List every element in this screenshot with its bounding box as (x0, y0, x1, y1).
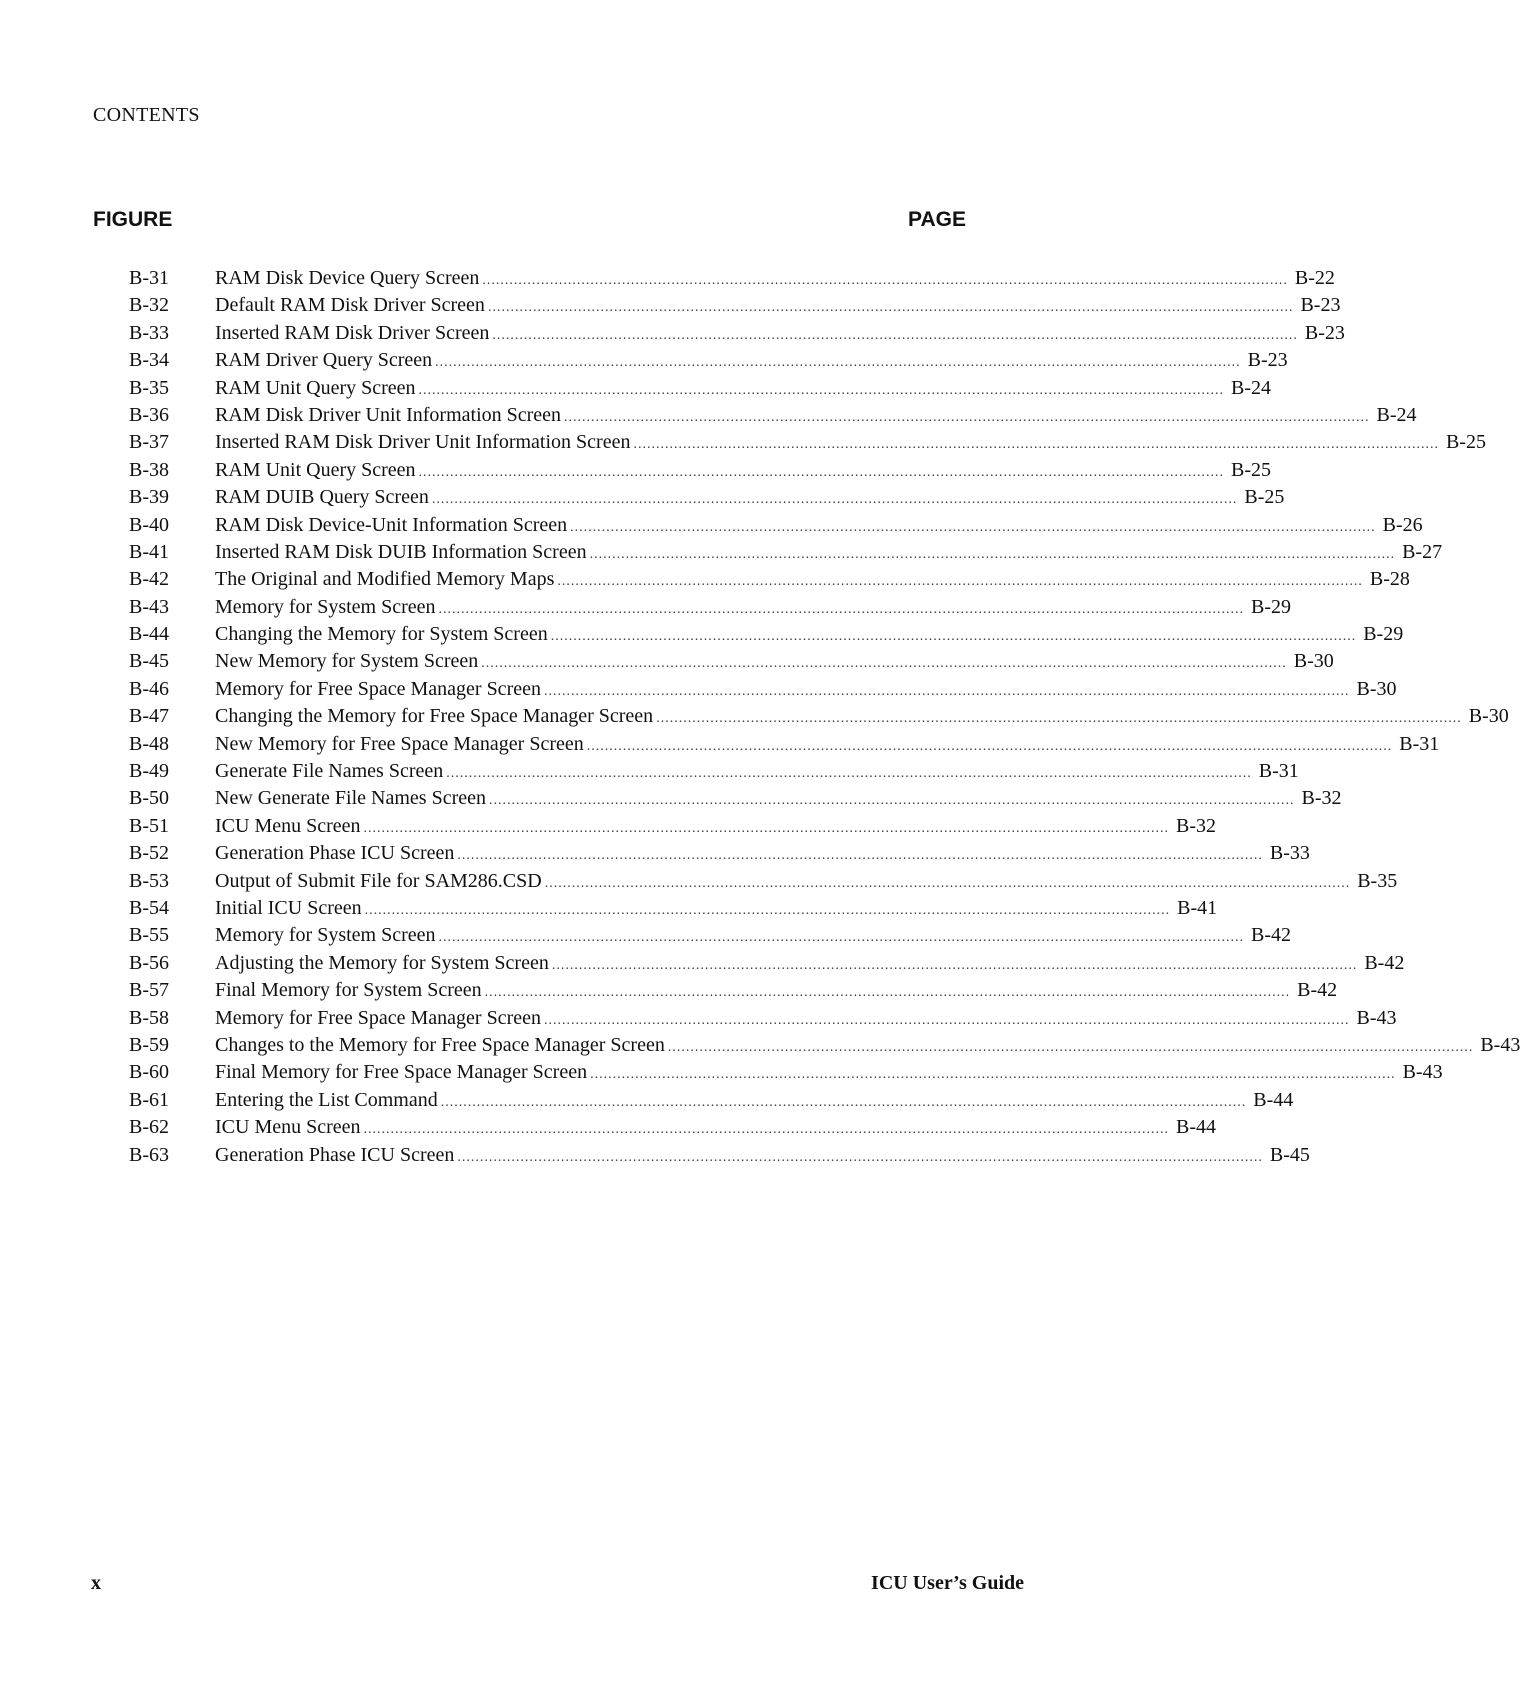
figure-number: B-31 (129, 267, 169, 289)
toc-entry[interactable] (129, 896, 1218, 924)
figure-title: ICU Menu Screen (215, 1116, 361, 1139)
figure-number: B-54 (129, 896, 169, 919)
figure-title: RAM Unit Query Screen (215, 376, 416, 399)
toc-entry[interactable] (129, 1088, 1294, 1116)
dot-leader (419, 465, 1225, 481)
page-reference: B-30 (1468, 705, 1509, 728)
figure-number: B-40 (129, 513, 169, 536)
dot-leader (656, 711, 1462, 727)
page-reference: B-45 (1269, 1143, 1310, 1166)
page-reference: B-32 (1301, 787, 1342, 810)
toc-entry[interactable] (129, 321, 1345, 349)
figure-title: Entering the List Command (215, 1088, 438, 1111)
page-reference: B-31 (1258, 760, 1299, 783)
figure-title: Memory for Free Space Manager Screen (215, 1006, 541, 1029)
page-reference: B-27 (1402, 540, 1443, 563)
page-reference: B-29 (1363, 623, 1404, 646)
dot-leader (441, 1095, 1247, 1111)
dot-leader (446, 766, 1252, 782)
figure-number: B-45 (129, 650, 169, 673)
toc-entry[interactable] (129, 1006, 1397, 1034)
toc-entry[interactable] (129, 486, 1285, 513)
dot-leader (432, 492, 1238, 508)
figure-title: Final Memory for System Screen (215, 979, 482, 1002)
figure-title: RAM Driver Query Screen (215, 349, 433, 372)
page-reference: B-32 (1176, 814, 1217, 837)
figure-number: B-37 (129, 431, 169, 454)
page-reference: B-25 (1244, 486, 1285, 509)
figure-number: B-58 (129, 1006, 169, 1029)
dot-leader (668, 1040, 1474, 1056)
dot-leader (439, 602, 1245, 618)
figure-number: B-63 (129, 1143, 169, 1166)
toc-entry[interactable] (129, 869, 1398, 897)
figure-number: B-53 (129, 869, 169, 892)
page-reference: B-44 (1253, 1088, 1294, 1111)
toc-entry[interactable] (129, 568, 1410, 595)
figure-title: ICU Menu Screen (215, 814, 361, 837)
dot-leader (488, 300, 1294, 316)
figure-title: Final Memory for Free Space Manager Screen (215, 1061, 588, 1084)
figure-title: Changing the Memory for Free Space Manager Screen (215, 705, 654, 728)
page-reference: B-23 (1300, 294, 1341, 317)
toc-entry[interactable] (129, 924, 1292, 951)
toc-entry[interactable] (129, 267, 1335, 294)
dot-leader (457, 1150, 1263, 1166)
page-reference: B-43 (1356, 1006, 1397, 1029)
figure-number: B-44 (129, 623, 169, 646)
toc-entry[interactable] (129, 677, 1397, 705)
toc-entry[interactable] (129, 979, 1338, 1006)
page-reference: B-42 (1297, 979, 1338, 1002)
figure-title: Inserted RAM Disk Driver Unit Information Screen (215, 431, 631, 454)
figure-number: B-48 (129, 732, 169, 755)
figure-column-heading: FIGURE (93, 208, 173, 231)
toc-entry[interactable] (129, 349, 1288, 376)
figure-title: Generate File Names Screen (215, 760, 444, 783)
toc-entry[interactable] (129, 951, 1405, 979)
dot-leader (482, 273, 1288, 289)
toc-entry[interactable] (129, 1061, 1443, 1088)
book-title: ICU User’s Guide (871, 1572, 1024, 1594)
page-reference: B-41 (1177, 896, 1218, 919)
toc-entry[interactable] (129, 403, 1417, 431)
toc-entry[interactable] (129, 376, 1272, 404)
dot-leader (365, 903, 1171, 919)
figure-number: B-59 (129, 1033, 169, 1056)
toc-entry[interactable] (129, 1033, 1520, 1061)
dot-leader (570, 520, 1376, 536)
toc-entry[interactable] (129, 1143, 1310, 1171)
page-reference: B-30 (1293, 650, 1334, 673)
figure-number: B-42 (129, 568, 169, 591)
page-reference: B-24 (1231, 376, 1272, 399)
figure-number: B-41 (129, 540, 169, 563)
page-reference: B-28 (1369, 568, 1410, 591)
dot-leader (435, 355, 1241, 371)
running-head: CONTENTS (93, 104, 200, 126)
page-reference: B-25 (1231, 458, 1272, 481)
dot-leader (633, 437, 1439, 453)
page-reference: B-42 (1251, 924, 1292, 947)
dot-leader (419, 383, 1225, 399)
figure-list (129, 267, 1520, 1171)
figure-title: New Memory for System Screen (215, 650, 479, 673)
toc-entry[interactable] (129, 513, 1423, 541)
figure-title: New Memory for Free Space Manager Screen (215, 732, 584, 755)
dot-leader (485, 985, 1291, 1001)
toc-entry[interactable] (129, 814, 1217, 842)
toc-entry[interactable] (129, 1116, 1217, 1143)
figure-number: B-52 (129, 842, 169, 865)
page-reference: B-33 (1269, 842, 1310, 865)
figure-number: B-51 (129, 814, 169, 837)
page-reference: B-43 (1402, 1061, 1443, 1084)
page-reference: B-22 (1294, 267, 1335, 289)
figure-number: B-60 (129, 1061, 169, 1084)
toc-entry[interactable] (129, 458, 1272, 486)
dot-leader (544, 684, 1350, 700)
figure-number: B-33 (129, 321, 169, 344)
figure-title: RAM Disk Driver Unit Information Screen (215, 403, 562, 426)
page-reference: B-35 (1357, 869, 1398, 892)
page-reference: B-42 (1364, 951, 1405, 974)
page-reference: B-26 (1382, 513, 1423, 536)
figure-number: B-36 (129, 403, 169, 426)
figure-number: B-47 (129, 705, 169, 728)
figure-title: New Generate File Names Screen (215, 787, 486, 810)
figure-number: B-56 (129, 951, 169, 974)
figure-title: RAM Disk Device Query Screen (215, 267, 480, 289)
dot-leader (492, 328, 1298, 344)
dot-leader (457, 848, 1263, 864)
figure-title: Memory for System Screen (215, 595, 436, 618)
page-reference: B-44 (1176, 1116, 1217, 1139)
figure-title: Initial ICU Screen (215, 896, 362, 919)
figure-title: RAM DUIB Query Screen (215, 486, 429, 509)
toc-entry[interactable] (129, 650, 1334, 677)
page-reference: B-31 (1399, 732, 1440, 755)
figure-title: Default RAM Disk Driver Screen (215, 294, 485, 317)
figure-title: Memory for System Screen (215, 924, 436, 947)
figure-number: B-49 (129, 760, 169, 783)
toc-entry[interactable] (129, 760, 1299, 787)
figure-title: RAM Disk Device-Unit Information Screen (215, 513, 568, 536)
figure-number: B-57 (129, 979, 169, 1002)
figure-number: B-39 (129, 486, 169, 509)
dot-leader (557, 574, 1363, 590)
dot-leader (564, 410, 1370, 426)
figure-number: B-32 (129, 294, 169, 317)
figure-number: B-61 (129, 1088, 169, 1111)
dot-leader (590, 547, 1396, 563)
toc-entry[interactable] (129, 623, 1404, 650)
figure-title: Generation Phase ICU Screen (215, 842, 455, 865)
toc-entry[interactable] (129, 705, 1509, 732)
figure-title: Changing the Memory for System Screen (215, 623, 548, 646)
dot-leader (364, 1122, 1170, 1138)
figure-number: B-43 (129, 595, 169, 618)
figure-number: B-55 (129, 924, 169, 947)
figure-title: The Original and Modified Memory Maps (215, 568, 555, 591)
dot-leader (439, 930, 1245, 946)
figure-number: B-38 (129, 458, 169, 481)
figure-number: B-62 (129, 1116, 169, 1139)
page-number: x (91, 1572, 101, 1594)
figure-title: Inserted RAM Disk Driver Screen (215, 321, 490, 344)
figure-number: B-34 (129, 349, 169, 372)
toc-entry[interactable] (129, 294, 1341, 321)
page-reference: B-23 (1304, 321, 1345, 344)
figure-title: Changes to the Memory for Free Space Manager Screen (215, 1033, 665, 1056)
dot-leader (544, 1013, 1350, 1029)
figure-title: Output of Submit File for SAM286.CSD (215, 869, 542, 892)
dot-leader (481, 656, 1287, 672)
figure-number: B-46 (129, 677, 169, 700)
figure-number: B-35 (129, 376, 169, 399)
toc-entry[interactable] (129, 431, 1486, 458)
page-reference: B-23 (1247, 349, 1288, 372)
toc-entry[interactable] (129, 787, 1342, 814)
figure-title: RAM Unit Query Screen (215, 458, 416, 481)
page-reference: B-24 (1376, 403, 1417, 426)
page-reference: B-30 (1356, 677, 1397, 700)
figure-title: Generation Phase ICU Screen (215, 1143, 455, 1166)
figure-title: Adjusting the Memory for System Screen (215, 951, 549, 974)
figure-number: B-50 (129, 787, 169, 810)
dot-leader (552, 958, 1358, 974)
dot-leader (545, 876, 1351, 892)
page-column-heading: PAGE (908, 208, 966, 231)
figure-title: Memory for Free Space Manager Screen (215, 677, 541, 700)
figure-title: Inserted RAM Disk DUIB Information Screen (215, 540, 587, 563)
page-reference: B-43 (1480, 1033, 1520, 1056)
toc-entry[interactable] (129, 540, 1443, 568)
page-reference: B-29 (1251, 595, 1292, 618)
dot-leader (489, 793, 1295, 809)
dot-leader (587, 739, 1393, 755)
dot-leader (590, 1067, 1396, 1083)
toc-entry[interactable] (129, 842, 1310, 869)
page-reference: B-25 (1445, 431, 1486, 454)
dot-leader (551, 629, 1357, 645)
toc-entry[interactable] (129, 595, 1292, 623)
dot-leader (364, 821, 1170, 837)
toc-entry[interactable] (129, 732, 1440, 760)
